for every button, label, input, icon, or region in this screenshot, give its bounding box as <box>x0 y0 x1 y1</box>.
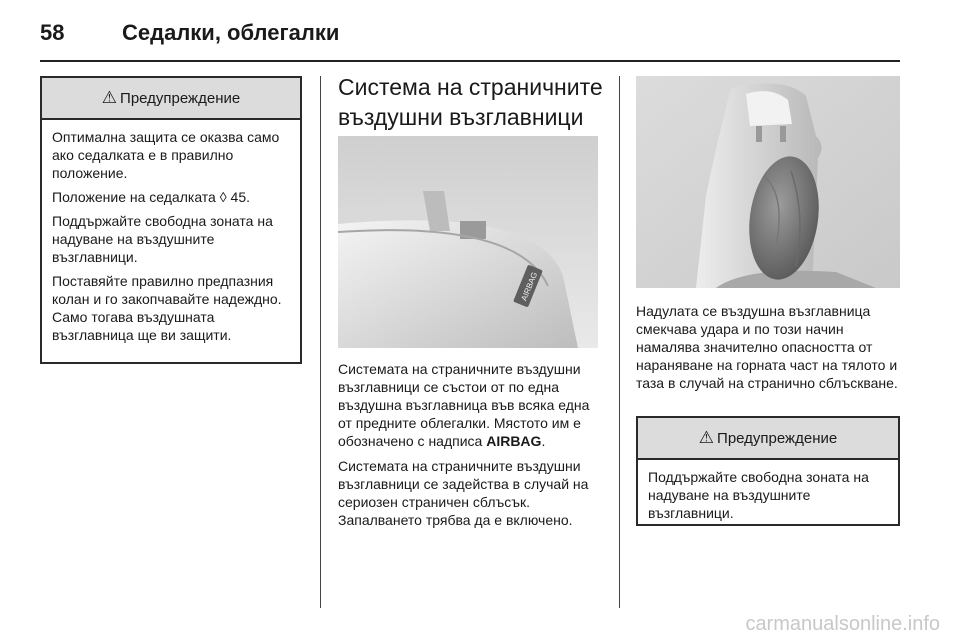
warning-header <box>42 78 300 120</box>
col3-paragraph: Надулата се въздушна възглавница смекчава удара и по този начин намалява значително опасността от нараняване на горната част на тялото и таза в случай на странично сблъскване. <box>636 303 898 391</box>
column-divider-1 <box>320 76 321 608</box>
column-divider-2 <box>619 76 620 608</box>
warning-header-right <box>638 418 898 460</box>
page-header <box>40 14 900 60</box>
warning-body <box>42 120 300 356</box>
seat-airbag-illustration <box>636 76 900 288</box>
section-paragraph-2: Системата на страничните въздушни възглавници се задейства в случай на сериозен страничен сблъсък. Запалването трябва да е включено. <box>338 458 589 528</box>
page-number: 58 <box>40 20 65 45</box>
warning-paragraph-2: Поддържайте свободна зоната на надуване на въздушните възглавници. <box>52 213 273 265</box>
warning-right-paragraph: Поддържайте свободна зоната на надуване на въздушните възглавници. <box>648 469 869 521</box>
header-rule <box>40 60 900 62</box>
warning-paragraph-3: Поставяйте правилно предпазния колан и го закопчавайте надеждно. Само тогава въздушната възглавница ще ви защити. <box>52 273 282 343</box>
watermark: carmanualsonline.info <box>745 613 940 635</box>
section-body <box>338 360 603 536</box>
warning-label: Предупреждение <box>120 89 241 107</box>
section-title: Система на страничните въздушни възглавници <box>338 74 603 130</box>
page-title: Седалки, облегалки <box>122 20 340 45</box>
warning-triangle-icon: ⚠ <box>101 88 118 107</box>
seat-airbag-label: AIRBAG <box>519 270 540 303</box>
seat-position-reference: Положение на седалката ◊ 45. <box>52 189 251 205</box>
warning-box-left <box>40 76 302 364</box>
warning-paragraph-1: Оптимална защита се оказва само ако седалката е в правилно положение. <box>52 129 280 181</box>
seat-label-illustration <box>338 136 598 348</box>
warning-box-right <box>636 416 900 526</box>
warning-label-right: Предупреждение <box>717 429 838 447</box>
section-paragraph-1: Системата на страничните въздушни възглавници се състои от по една въздушна възглавница във всяка една от предните облегалки. Мястото им е обозначено с надписа AIRBAG. <box>338 361 590 449</box>
warning-body-right <box>638 460 898 534</box>
col3-text <box>636 302 902 399</box>
airbag-word: AIRBAG <box>486 433 542 449</box>
warning-triangle-icon: ⚠ <box>698 428 715 447</box>
page-reference-icon: ◊ <box>219 189 227 205</box>
